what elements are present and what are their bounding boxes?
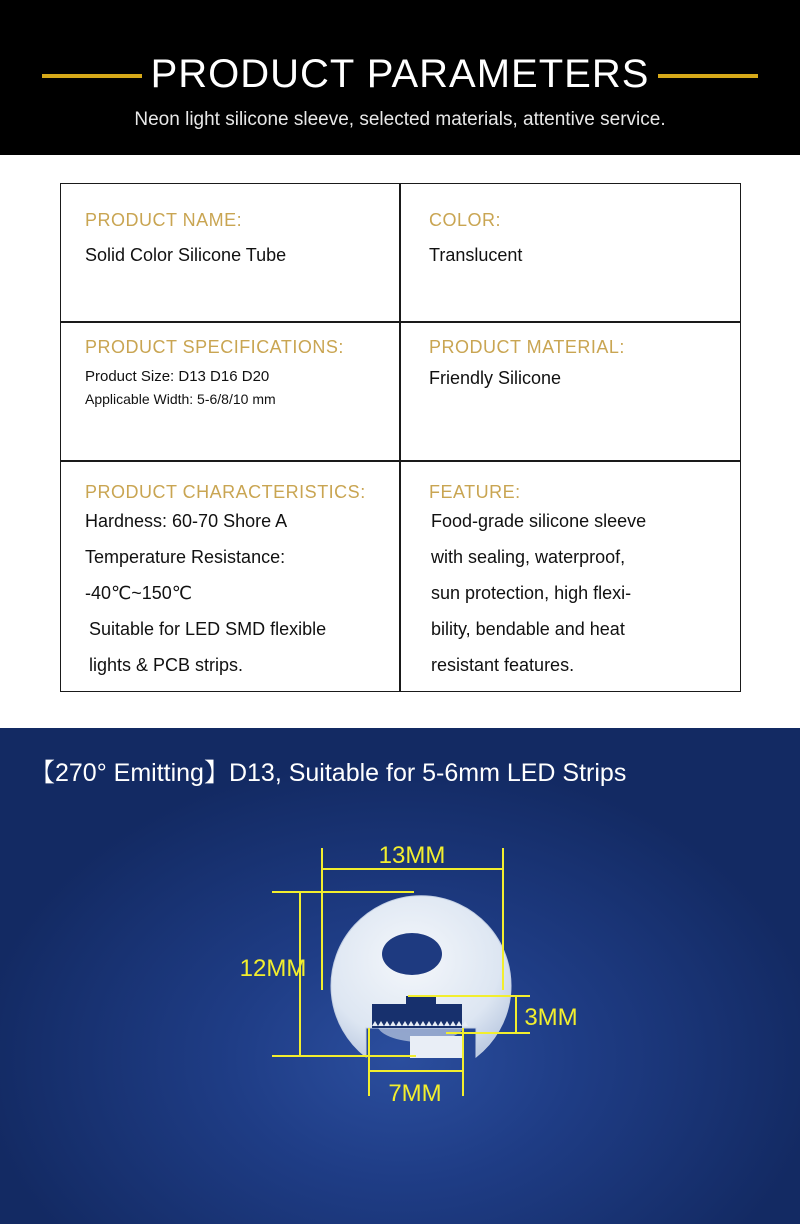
cell-color [429, 208, 522, 267]
dimension-label-slot-width: 7MM [388, 1080, 442, 1107]
material-label: PRODUCT MATERIAL: [429, 337, 625, 357]
product-name-label: PRODUCT NAME: [85, 210, 243, 230]
cell-characteristics [85, 480, 366, 683]
header-banner [0, 0, 800, 155]
spec-table-divider [399, 184, 401, 691]
characteristics-label: PRODUCT CHARACTERISTICS: [85, 482, 366, 502]
characteristics-line: -40℃~150℃ [85, 583, 192, 603]
feature-line: Food-grade silicone sleeve [431, 511, 647, 531]
photo-heading: 【270° Emitting】D13, Suitable for 5-6mm LED Strips [30, 759, 627, 787]
dimension-label-width: 13MM [378, 842, 446, 869]
specifications-line: Applicable Width: 5-6/8/10 mm [85, 391, 276, 407]
dimension-label-slot-depth: 3MM [524, 1004, 578, 1031]
feature-line: with sealing, waterproof, [431, 547, 626, 567]
feature-line: resistant features. [431, 655, 575, 675]
color-label: COLOR: [429, 210, 502, 230]
spec-table-row-divider [61, 460, 740, 462]
feature-line: bility, bendable and heat [431, 619, 625, 639]
spec-table-row-divider [61, 321, 740, 323]
characteristics-line: lights & PCB strips. [89, 655, 244, 675]
product-dimension-diagram [0, 728, 800, 1224]
material-value: Friendly Silicone [429, 368, 562, 388]
feature-label: FEATURE: [429, 482, 521, 502]
cell-product-name [85, 208, 286, 267]
specifications-label: PRODUCT SPECIFICATIONS: [85, 337, 344, 357]
color-value: Translucent [429, 245, 523, 265]
characteristics-line: Hardness: 60-70 Shore A [85, 511, 288, 531]
characteristics-line: Temperature Resistance: [85, 547, 286, 567]
product-name-value: Solid Color Silicone Tube [85, 245, 287, 265]
spec-table [60, 183, 741, 692]
specifications-line: Product Size: D13 D16 D20 [85, 368, 270, 385]
product-photo-panel [0, 728, 800, 1224]
tube-inner-hole [382, 933, 442, 975]
cell-feature [429, 480, 646, 683]
page-title: PRODUCT PARAMETERS [150, 52, 650, 96]
tube-slot-lip [410, 1036, 462, 1058]
cell-material [429, 335, 625, 390]
dimension-label-height: 12MM [239, 955, 307, 982]
characteristics-line: Suitable for LED SMD flexible [89, 619, 327, 639]
feature-line: sun protection, high flexi- [431, 583, 632, 603]
cell-specifications [85, 335, 344, 410]
page-subtitle: Neon light silicone sleeve, selected materials, attentive service. [134, 109, 666, 130]
